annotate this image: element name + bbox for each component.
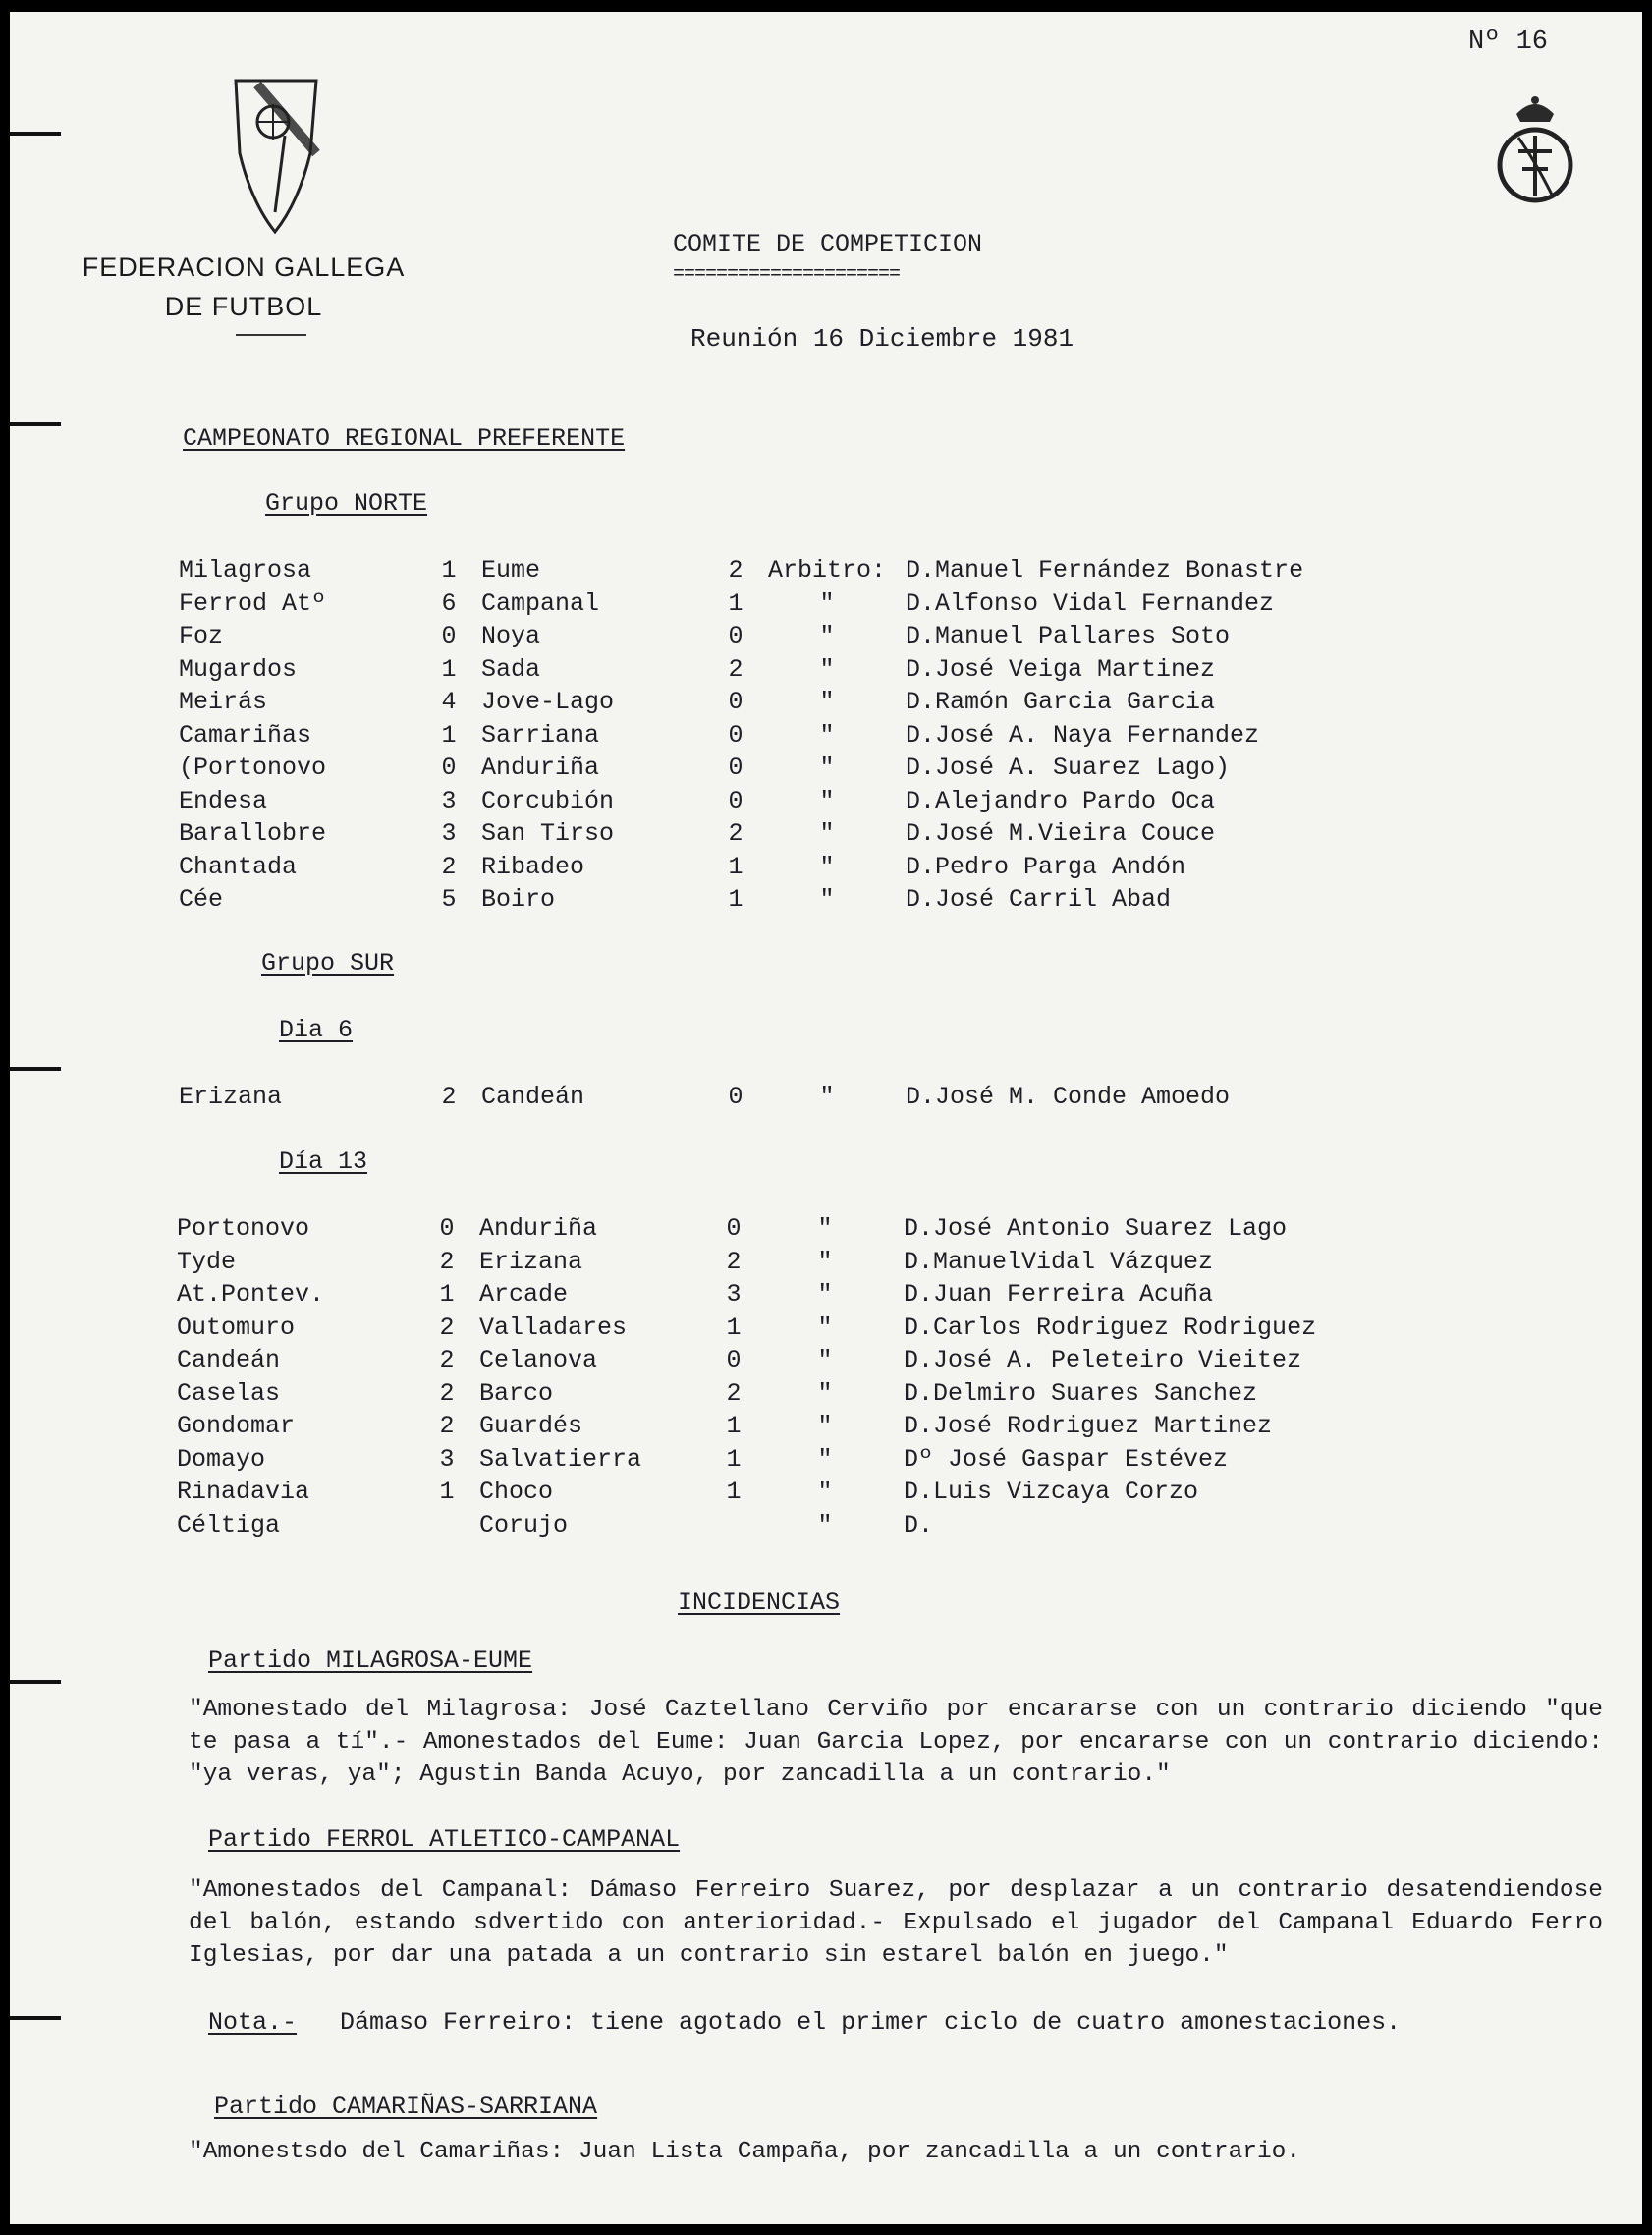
table-row — [177, 1312, 1395, 1345]
arbitro-label: " — [817, 1280, 833, 1309]
binder-hole-mark — [10, 2016, 61, 2020]
table-row — [179, 817, 1397, 851]
arbitro-label: " — [819, 786, 835, 815]
arbitro-label: " — [817, 1247, 833, 1276]
binder-hole-mark — [10, 132, 61, 136]
away-team: Erizana — [479, 1247, 583, 1276]
table-row — [179, 686, 1397, 719]
grupo-norte-title: Grupo NORTE — [265, 489, 428, 518]
referee-name: D.Alfonso Vidal Fernandez — [906, 588, 1275, 618]
incident-match-title: Partido MILAGROSA-EUME — [208, 1647, 533, 1675]
arbitro-label: " — [819, 852, 835, 881]
referee-name: D.José M. Conde Amoedo — [906, 1083, 1231, 1111]
home-score — [424, 1509, 469, 1542]
home-team: Caselas — [177, 1378, 281, 1408]
referee-name: D.Ramón Garcia Garcia — [906, 688, 1216, 716]
referee-name: D.José A. Suarez Lago) — [906, 754, 1231, 782]
referee-name: D.Delmiro Suares Sanchez — [904, 1378, 1258, 1408]
home-team: Ferrod Atº — [179, 588, 327, 618]
away-team: San Tirso — [481, 819, 615, 848]
table-row — [177, 1278, 1395, 1312]
arbitro-label: " — [819, 588, 835, 618]
home-score: 2 — [439, 1412, 455, 1440]
home-team: Meirás — [179, 688, 268, 716]
home-team: Candeán — [177, 1346, 281, 1374]
away-team: Salvatierra — [479, 1444, 642, 1474]
away-score: 0 — [728, 786, 743, 815]
binder-hole-mark — [10, 1067, 61, 1071]
away-team: Candeán — [481, 1083, 585, 1111]
table-row — [177, 1246, 1395, 1279]
arbitro-label: " — [817, 1412, 833, 1440]
grupo-norte-results-table — [179, 554, 1397, 917]
home-score: 2 — [439, 1378, 455, 1408]
away-score: 1 — [726, 1313, 742, 1342]
away-score: 0 — [728, 720, 743, 750]
away-score: 0 — [728, 1083, 743, 1111]
away-score: 0 — [728, 688, 743, 716]
arbitro-label: " — [817, 1313, 833, 1342]
document-page — [10, 12, 1642, 2224]
home-team: At.Pontev. — [177, 1280, 325, 1309]
nota-label: Nota.- — [208, 2008, 298, 2037]
incident-paragraph: "Amonestsdo del Camariñas: Juan Lista Campaña, por zancadilla a un contrario. — [189, 2139, 1301, 2165]
away-score: 0 — [726, 1214, 742, 1243]
home-team: Gondomar — [177, 1412, 296, 1440]
arbitro-label: " — [819, 688, 835, 716]
committee-double-rule: ===================== — [673, 263, 901, 286]
home-score: 2 — [439, 1247, 455, 1276]
home-team: Barallobre — [179, 819, 327, 848]
home-score: 3 — [441, 819, 457, 848]
away-score — [721, 1509, 746, 1542]
referee-name: D.Manuel Fernández Bonastre — [906, 556, 1304, 585]
away-score: 0 — [726, 1346, 742, 1374]
home-score: 2 — [441, 852, 457, 881]
home-score: 2 — [441, 1083, 457, 1111]
table-row — [177, 1377, 1395, 1411]
dia13-results-table — [177, 1212, 1395, 1541]
away-score: 3 — [726, 1280, 742, 1309]
federation-divider — [236, 334, 306, 336]
home-score: 2 — [439, 1346, 455, 1374]
incident-paragraph: "Amonestado del Milagrosa: José Caztellano Cerviño por encararse con un contrario diciendo "que te pasa a tí".- Amonestados del Eume: Juan Garcia Lopez, por encararse con un contrario diciendo: "ya veras, ya"; Agustin Banda Acuyo, por zancadilla a un contrario." — [189, 1697, 1603, 1788]
home-score: 1 — [439, 1280, 455, 1309]
away-team: Boiro — [481, 885, 556, 914]
table-row — [179, 554, 1397, 587]
away-team: Ribadeo — [481, 852, 585, 881]
home-team: Chantada — [179, 852, 298, 881]
referee-name: D.José A. Peleteiro Vieitez — [904, 1346, 1302, 1374]
home-team: (Portonovo — [179, 754, 327, 782]
table-row — [179, 587, 1397, 621]
arbitro-label: " — [819, 622, 835, 650]
incidencias-title: INCIDENCIAS — [678, 1589, 841, 1617]
away-score: 1 — [726, 1412, 742, 1440]
away-team: Jove-Lago — [481, 688, 615, 716]
home-score: 3 — [439, 1444, 455, 1474]
binder-hole-mark — [10, 1680, 61, 1684]
home-score: 1 — [441, 654, 457, 684]
home-score: 6 — [441, 588, 457, 618]
dia13-title: Día 13 — [279, 1147, 368, 1176]
arbitro-label: " — [817, 1378, 833, 1408]
arbitro-label: " — [817, 1510, 833, 1539]
table-row — [177, 1212, 1395, 1246]
table-row — [179, 653, 1397, 687]
home-team: Milagrosa — [179, 556, 312, 585]
referee-name: D.Alejandro Pardo Oca — [906, 786, 1216, 815]
home-score: 2 — [439, 1313, 455, 1342]
referee-name: D.Manuel Pallares Soto — [906, 622, 1231, 650]
committee-title: COMITE DE COMPETICION — [673, 230, 983, 258]
arbitro-label: " — [819, 754, 835, 782]
away-team: Barco — [479, 1378, 554, 1408]
away-score: 2 — [728, 556, 743, 585]
home-team: Endesa — [179, 786, 268, 815]
home-score: 3 — [441, 786, 457, 815]
meeting-date: Reunión 16 Diciembre 1981 — [690, 324, 1074, 354]
away-team: Choco — [479, 1478, 554, 1506]
referee-name: Dº José Gaspar Estévez — [904, 1444, 1229, 1474]
away-score: 1 — [726, 1444, 742, 1474]
table-row — [177, 1443, 1395, 1477]
away-team: Noya — [481, 622, 541, 650]
dia6-title: Dia 6 — [279, 1016, 354, 1044]
federation-name-line1: FEDERACION GALLEGA — [82, 252, 406, 282]
table-row — [177, 1410, 1395, 1443]
table-row — [177, 1476, 1395, 1509]
home-team: Rinadavia — [177, 1478, 310, 1506]
incident-match-title: Partido FERROL ATLETICO-CAMPANAL — [208, 1825, 681, 1854]
away-team: Campanal — [481, 588, 600, 618]
home-team: Céltiga — [177, 1510, 281, 1539]
table-row — [177, 1344, 1395, 1377]
arbitro-label: Arbitro: — [767, 556, 887, 585]
home-team: Portonovo — [177, 1214, 310, 1243]
home-score: 5 — [441, 885, 457, 914]
away-score: 2 — [728, 654, 743, 684]
referee-name: D.José Carril Abad — [906, 885, 1172, 914]
federation-name — [67, 248, 420, 326]
table-row — [179, 851, 1397, 884]
home-score: 0 — [441, 622, 457, 650]
away-score: 2 — [726, 1247, 742, 1276]
home-score: 1 — [439, 1478, 455, 1506]
section-title: CAMPEONATO REGIONAL PREFERENTE — [183, 424, 626, 453]
referee-name: D.Pedro Parga Andón — [906, 852, 1186, 881]
away-team: Sada — [481, 654, 541, 684]
away-team: Anduriña — [479, 1214, 598, 1243]
home-team: Cée — [179, 885, 224, 914]
away-team: Corujo — [479, 1510, 569, 1539]
home-score: 1 — [441, 720, 457, 750]
referee-name: D. — [904, 1510, 934, 1539]
arbitro-label: " — [817, 1444, 833, 1474]
table-row — [177, 1509, 1395, 1542]
arbitro-label: " — [819, 819, 835, 848]
arbitro-label: " — [819, 1083, 835, 1111]
away-team: Guardés — [479, 1412, 583, 1440]
home-team: Camariñas — [179, 720, 312, 750]
federation-crest-icon — [226, 75, 324, 238]
referee-name: D.ManuelVidal Vázquez — [904, 1247, 1214, 1276]
referee-name: D.Luis Vizcaya Corzo — [904, 1478, 1199, 1506]
home-team: Mugardos — [179, 654, 298, 684]
away-score: 1 — [726, 1478, 742, 1506]
arbitro-label: " — [817, 1478, 833, 1506]
incident-paragraph: "Amonestados del Campanal: Dámaso Ferreiro Suarez, por desplazar a un contrario desatendiendose del balón, estando sdvertido con anterioridad.- Expulsado el jugador del Campanal Eduardo Ferro Iglesias, por dar una patada a un contrario sin estarel balón en juego." — [189, 1877, 1603, 1969]
away-team: Valladares — [479, 1313, 628, 1342]
referee-name: D.Carlos Rodriguez Rodriguez — [904, 1313, 1317, 1342]
away-score: 2 — [728, 819, 743, 848]
table-row — [179, 719, 1397, 753]
away-team: Anduriña — [481, 754, 600, 782]
table-row — [179, 752, 1397, 785]
referee-name: D.José Antonio Suarez Lago — [904, 1214, 1288, 1243]
home-team: Erizana — [179, 1083, 283, 1111]
referee-name: D.José Veiga Martinez — [906, 654, 1216, 684]
table-row — [179, 620, 1397, 653]
arbitro-label: " — [819, 720, 835, 750]
away-team: Sarriana — [481, 720, 600, 750]
dia6-results-table — [179, 1081, 1397, 1114]
page-number: Nº 16 — [1467, 28, 1548, 57]
federation-name-line2: DE FUTBOL — [164, 292, 323, 321]
home-team: Tyde — [177, 1247, 237, 1276]
grupo-sur-title: Grupo SUR — [261, 949, 395, 978]
home-score: 0 — [441, 754, 457, 782]
referee-name: D.Juan Ferreira Acuña — [904, 1280, 1214, 1309]
away-score: 2 — [726, 1378, 742, 1408]
arbitro-label: " — [817, 1214, 833, 1243]
away-score: 0 — [728, 622, 743, 650]
referee-name: D.José A. Naya Fernandez — [906, 720, 1260, 750]
away-score: 1 — [728, 885, 743, 914]
home-team: Foz — [179, 622, 224, 650]
incident-match-title: Partido CAMARIÑAS-SARRIANA — [214, 2093, 598, 2121]
away-team: Celanova — [479, 1346, 598, 1374]
referee-name: D.José Rodriguez Martinez — [904, 1412, 1273, 1440]
home-score: 1 — [441, 556, 457, 585]
referee-name: D.José M.Vieira Couce — [906, 819, 1216, 848]
away-score: 0 — [728, 754, 743, 782]
table-row — [179, 785, 1397, 818]
arbitro-label: " — [819, 654, 835, 684]
away-score: 1 — [728, 588, 743, 618]
home-team: Domayo — [177, 1444, 266, 1474]
table-row — [179, 1081, 1397, 1114]
arbitro-label: " — [819, 885, 835, 914]
home-score: 0 — [439, 1214, 455, 1243]
away-team: Corcubión — [481, 786, 615, 815]
nota-text: Dámaso Ferreiro: tiene agotado el primer ciclo de cuatro amonestaciones. — [340, 2008, 1402, 2037]
table-row — [179, 883, 1397, 917]
home-team: Outomuro — [177, 1313, 296, 1342]
royal-federation-crest-icon — [1493, 92, 1577, 210]
away-team: Arcade — [479, 1280, 569, 1309]
binder-hole-mark — [10, 422, 61, 426]
home-score: 4 — [441, 688, 457, 716]
arbitro-label: " — [817, 1346, 833, 1374]
away-score: 1 — [728, 852, 743, 881]
away-team: Eume — [481, 556, 541, 585]
